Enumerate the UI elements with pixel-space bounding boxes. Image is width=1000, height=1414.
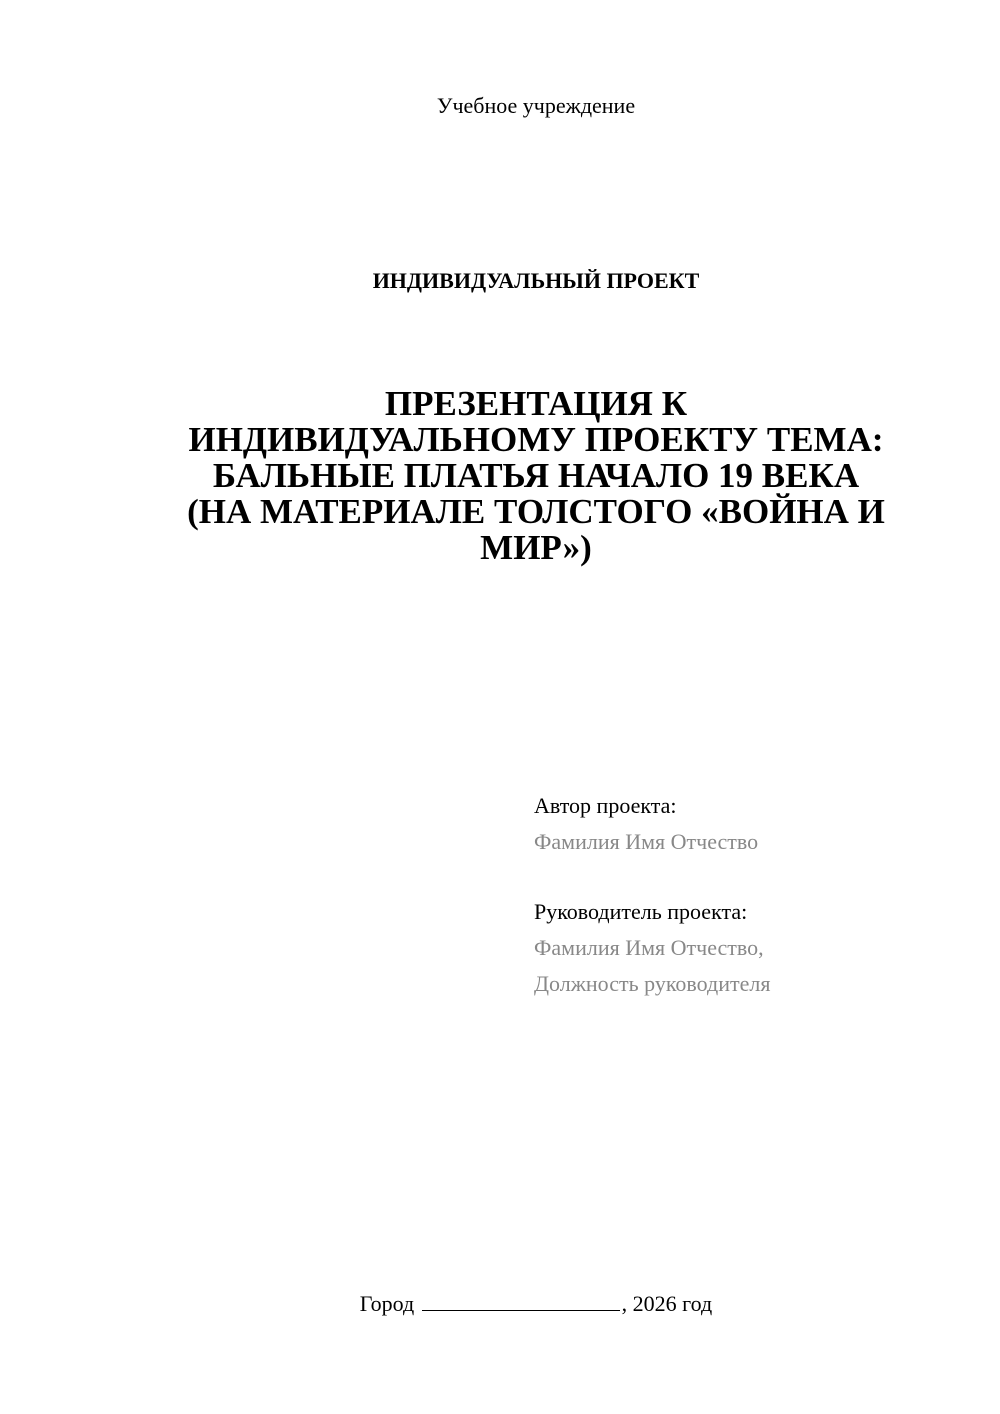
- title-line: МИР»): [480, 528, 592, 567]
- author-name: Фамилия Имя Отчество: [534, 829, 759, 854]
- city-blank-line: [422, 1290, 620, 1311]
- institution-name: Учебное учреждение: [436, 93, 636, 118]
- city-label: Город: [359, 1291, 415, 1316]
- supervisor-name: Фамилия Имя Отчество,: [534, 935, 764, 960]
- authors-block: [534, 788, 974, 1002]
- title-line: БАЛЬНЫЕ ПЛАТЬЯ НАЧАЛО 19 ВЕКА: [212, 456, 860, 495]
- title-line: (НА МАТЕРИАЛЕ ТОЛСТОГО «ВОЙНА И: [187, 492, 885, 531]
- title-line: ИНДИВИДУАЛЬНОМУ ПРОЕКТУ ТЕМА:: [188, 420, 884, 459]
- author-label: Автор проекта:: [534, 793, 677, 818]
- title-line: ПРЕЗЕНТАЦИЯ К: [384, 384, 688, 423]
- supervisor-position: Должность руководителя: [534, 971, 771, 996]
- project-type-heading: ИНДИВИДУАЛЬНЫЙ ПРОЕКТ: [372, 268, 700, 293]
- supervisor-label: Руководитель проекта:: [534, 899, 748, 924]
- city-year-line: [0, 1290, 1000, 1318]
- year-text: , 2026 год: [621, 1291, 713, 1316]
- project-title: [140, 386, 932, 566]
- spacer: [534, 860, 974, 894]
